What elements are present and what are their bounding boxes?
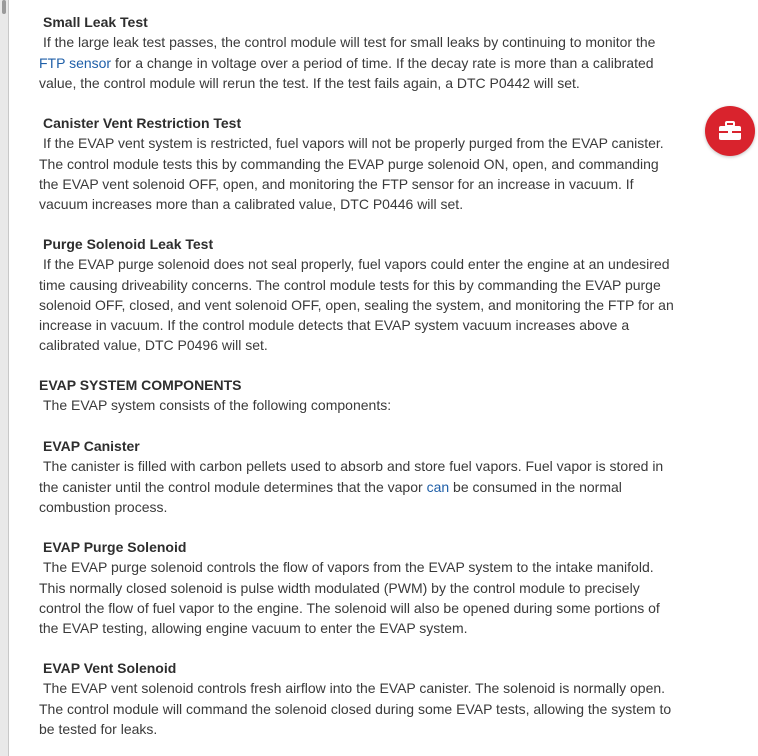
purge-solenoid-section — [39, 537, 679, 638]
canister-vent-heading: Canister Vent Restriction Test — [43, 115, 242, 131]
small-leak-text-a: If the large leak test passes, the control module will test for small leaks by continuing to monitor the — [43, 34, 656, 51]
toolbox-button[interactable] — [705, 106, 755, 156]
components-section — [39, 375, 679, 416]
canister-vent-section — [39, 113, 679, 214]
purge-solenoid-text: The EVAP purge solenoid controls the flow of vapors from the EVAP system to the intake manifold. This normally closed solenoid is pulse width modulated (PWM) by the control module to precisely control the flow of fuel vapor to the engine. The solenoid will also be opened during some portions of the EVAP testing, allowing engine vacuum to enter the EVAP system. — [39, 559, 660, 637]
purge-leak-text: If the EVAP purge solenoid does not seal properly, fuel vapors could enter the engine at an undesired time causing driveability concerns. The control module tests for this by commanding the EVAP purge solenoid OFF, closed, and vent solenoid OFF, open, sealing the system, and monitoring the FTP for an increase in vacuum. If the control module detects that EVAP system vacuum increases above a calibrated value, DTC P0496 will set. — [39, 256, 674, 354]
small-leak-text-b: for a change in voltage over a period of time. If the decay rate is more than a calibrated value, the control module will rerun the test. If the test fails again, a DTC P0442 will set. — [39, 54, 654, 91]
purge-leak-heading: Purge Solenoid Leak Test — [43, 236, 214, 252]
purge-leak-section — [39, 234, 679, 356]
canister-section — [39, 436, 679, 517]
left-scroll-edge[interactable] — [0, 0, 9, 756]
vent-solenoid-section — [39, 658, 679, 739]
canister-heading: EVAP Canister — [43, 438, 140, 454]
toolbox-icon — [718, 121, 742, 141]
small-leak-heading: Small Leak Test — [43, 14, 148, 30]
canister-vent-paragraph — [39, 133, 679, 214]
scroll-thumb[interactable] — [2, 0, 6, 14]
small-leak-section — [39, 12, 679, 93]
purge-leak-paragraph — [39, 254, 679, 355]
ftp-sensor-link[interactable]: FTP sensor — [39, 54, 112, 71]
canister-text-b: be consumed in the normal combustion process. — [39, 478, 622, 515]
components-paragraph — [39, 395, 679, 415]
purge-solenoid-heading: EVAP Purge Solenoid — [43, 539, 187, 555]
canister-vent-text: If the EVAP vent system is restricted, fuel vapors will not be properly purged from the EVAP canister. The control module tests this by commanding the EVAP purge solenoid ON, open, and commanding the EVAP vent solenoid OFF, open, and monitoring the FTP sensor for an increase in vacuum. If vacuum increases more than a calibrated value, DTC P0446 will set. — [39, 135, 664, 213]
vent-solenoid-heading: EVAP Vent Solenoid — [43, 660, 177, 676]
canister-text-a: The canister is filled with carbon pellets used to absorb and store fuel vapors. Fuel vapor is stored in the canister until the control module determines that the vapor — [39, 458, 664, 495]
purge-solenoid-paragraph — [39, 557, 679, 638]
components-text: The EVAP system consists of the following components: — [43, 397, 392, 414]
vent-solenoid-paragraph — [39, 678, 679, 739]
small-leak-paragraph — [39, 32, 679, 93]
can-link[interactable]: can — [426, 478, 450, 495]
vent-solenoid-text: The EVAP vent solenoid controls fresh airflow into the EVAP canister. The solenoid is normally open. The control module will command the solenoid closed during some EVAP tests, allowing the system to be tested for leaks. — [39, 680, 672, 737]
canister-paragraph — [39, 456, 679, 517]
components-heading: EVAP SYSTEM COMPONENTS — [39, 377, 242, 393]
